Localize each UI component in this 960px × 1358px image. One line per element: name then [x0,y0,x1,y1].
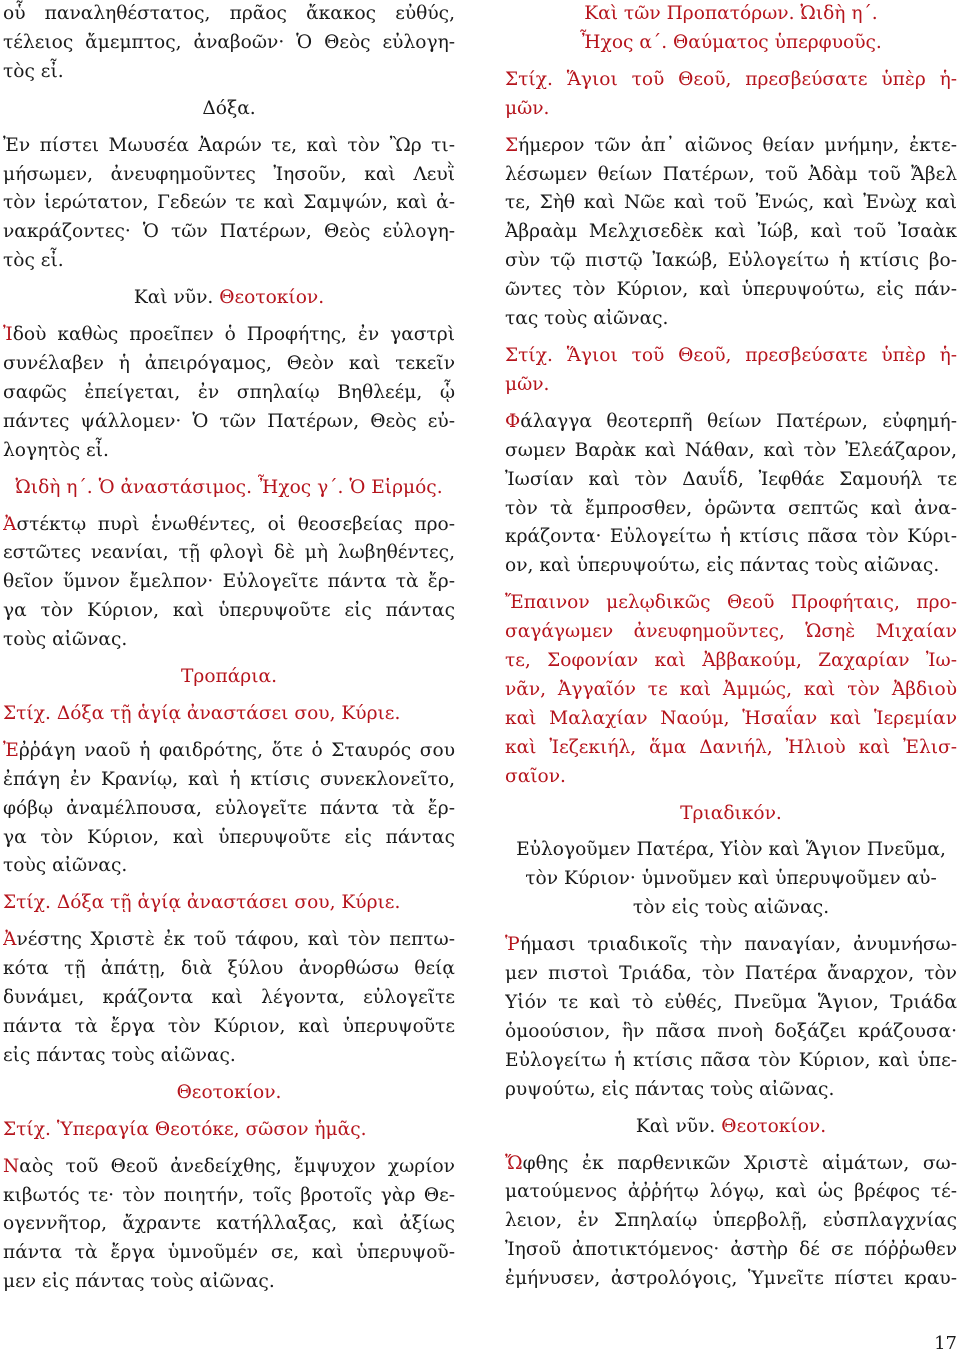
text-line [505,342,957,371]
text-line [505,1150,957,1179]
kai-nyn-label: Καὶ νῦν. [635,1115,722,1137]
paragraph-r5 [505,931,957,1104]
paragraph-r3 [505,589,957,791]
stichos-b [505,342,957,400]
text-line: κράζοντα· Εὐλογείτω ἡ κτίσις πᾶσα τὸν Κύρι- [505,526,957,548]
paragraph-5 [3,737,455,882]
section-heading: Καὶ τῶν Προπατόρων. Ὠιδὴ η´. [584,3,878,24]
text-line: ογεννῆτορ, ἄχραντε κατήλλαξας, καὶ ἀξίως [3,1213,455,1235]
tone-heading: Ἦχος α´. Θαύματος ὑπερφυοῦς. [580,31,882,53]
text-line [505,931,957,960]
stichos-label: Στίχ. [3,702,57,724]
text-line: ματούμενος ἀῤῥήτῳ λόγῳ, καὶ ὡς βρέφος τέ- [505,1181,957,1203]
text-line: τὸν ἱερώτατον, Γεδεών τε καὶ Σαμψών, καὶ ἀ- [3,192,455,214]
ode-heading: Ὠιδὴ η´. Ὁ ἀναστάσιμος. Ἦχος γ´. Ὁ Εἱρμός. [15,476,443,498]
text-line: γα τὸν Κύριον, καὶ ὑπερυψοῦτε εἰς πάντας [3,826,455,848]
drop-initial: Ἰ [3,324,13,346]
text-line: καὶ Ἰεζεκιήλ, ἅμα Δανιήλ, Ἠλιοὺ καὶ Ἐλισ- [505,736,957,758]
stichos-text: Δόξα τῇ ἁγίᾳ ἀναστάσει σου, Κύριε. [56,702,401,724]
text-line: λειον, ἐν Σπηλαίῳ ὑπερβολῇ, εὐσπλαγχνίας [505,1210,957,1232]
text-line: πάντα τὰ ἔργα τὸν Κύριον, καὶ ὑπερυψοῦτε [3,1016,455,1037]
text-line: τὸς εἶ. [3,60,64,82]
text-line: Ἰησοῦ ἀποτικτόμενος· ἀστὴρ δέ σε πόῤῥωθεν [505,1239,957,1261]
paragraph-2 [3,132,455,277]
theotokion-label: Θεοτοκίον. [219,287,325,309]
text-line: ὁμοούσιον, ἣν πᾶσα πνοὴ δοξάζει κράζουσα· [505,1020,957,1042]
text-line: Υἱόν τε καὶ τὸ εὐθές, Πνεῦμα Ἅγιον, Τριάδα [505,992,957,1013]
text-line: τας τοὺς αἰῶνας. [505,308,669,330]
troparia-heading: Τροπάρια. [181,666,277,688]
stichos-label: Στίχ. [3,892,57,914]
text-line: σαῖον. [505,765,566,787]
drop-initial: Ἀ [3,929,17,951]
text-line [3,737,455,766]
text-line [505,132,957,161]
text-line [505,66,957,95]
text-line: ἐμήνυσεν, ἀστρολόγοις, Ὑμνεῖτε πίστει κραυ- [505,1268,957,1290]
theotokion-label: Θεοτοκίον. [721,1115,827,1137]
text-line: λογητὸς εἶ. [3,439,109,461]
text-line: δυνάμει, κράζοντα καὶ λέγοντα, εὐλογεῖτε [3,987,455,1009]
paragraph-7 [3,1153,455,1298]
text-line: τοὺς αἰῶνας. [3,629,128,651]
stichos-text: Ὑπεραγία Θεοτόκε, σῶσον ἡμᾶς. [56,1118,367,1140]
stichos-1 [3,700,455,729]
text-line: ῶντες τὸν Κύριον, καὶ ὑπερυψούτω, εἰς πάν- [505,279,957,301]
stichos-text: Δόξα τῇ ἁγίᾳ ἀναστάσει σου, Κύριε. [56,892,401,914]
text-span: νέστης Χριστὲ ἐκ τοῦ τάφου, καὶ τὸν πεπτω- [16,929,455,951]
stichos-text: Ἅγιοι τοῦ Θεοῦ, πρεσβεύσατε ὑπὲρ ἡ- [566,344,957,366]
text-line [3,511,455,540]
text-line: σωμεν Βαρὰκ καὶ Νάθαν, καὶ τὸν Ἐλεάζαρον, [505,439,957,461]
text-line: κιβωτός τε· τὸν ποιητήν, τοῖς βροτοῖς γὰρ Θε- [3,1184,455,1206]
text-line: τὸς εἶ. [3,250,64,272]
text-line: πάντες ψάλλομεν· Ὁ τῶν Πατέρων, Θεὸς εὐ- [3,410,455,432]
text-line: μεν πιστοὶ Τριάδα, τὸν Πατέρα ἄναρχον, τὸν [505,963,957,985]
text-line: ἐπάγη ἐν Κρανίῳ, καὶ ἡ κτίσις συνεκλονεῖτο, [3,768,455,790]
text-line: σὺν τῷ πιστῷ Ἰακώβ, Εὐλογείτω ἡ κτίσις βο- [505,250,957,272]
theotokion-heading: Θεοτοκίον. [176,1081,282,1103]
text-line [3,321,455,350]
paragraph-r1 [505,132,957,334]
stichos-label: Στίχ. [505,344,567,366]
text-line: μῶν. [505,97,550,119]
stichos-3 [3,1116,455,1145]
text-line: ρυψούτω, εἰς πάντας τοὺς αἰῶνας. [505,1078,835,1100]
paragraph-6 [3,926,455,1071]
text-line: πάντα τὰ ἔργα ὑμνοῦμέν σε, καὶ ὑπερυψοῦ- [3,1242,455,1264]
drop-initial: Ῥ [505,934,520,956]
text-line: εἰς πάντας τοὺς αἰῶνας. [3,1044,236,1066]
text-line: γα τὸν Κύριον, καὶ ὑπερυψοῦτε εἰς πάντας [3,600,455,622]
text-line [505,408,957,437]
text-span: φθης ἐκ παρθενικῶν Χριστὲ αἱμάτων, σω- [522,1152,957,1174]
doxa-heading: Δόξα. [202,97,256,119]
text-line: τοὺς αἰῶνας. [3,855,128,877]
text-line: καὶ Μαλαχίαν Ναούμ, Ἡσαΐαν καὶ Ἱερεμίαν [505,707,957,729]
text-line: οὗ παναληθέστατος, πρᾶος ἄκακος εὐθύς, [3,3,455,24]
paragraph-1 [3,0,455,87]
text-line: συνέλαβεν ἡ ἀπειρόγαμος, Θεὸν καὶ τεκεῖν [3,352,455,374]
stichos-label: Στίχ. [505,68,567,90]
text-line: μῶν. [505,373,550,395]
drop-initial: Φ [505,410,521,432]
text-line: Ἰωσίαν καὶ τὸν Δαυΐδ, Ἰεφθάε Σαμουήλ τε [505,468,957,490]
text-line: μήσωμεν, ἀνευφημοῦντες Ἰησοῦν, καὶ Λευῒ [3,163,455,185]
right-column [505,0,957,1302]
drop-initial: Ἀ [3,513,17,535]
kai-nyn-heading [3,284,455,313]
stichos-a [505,66,957,124]
text-line: τέλειος ἄμεμπτος, ἀναβοῶν· Ὁ Θεὸς εὐλογη- [3,31,455,53]
text-line: τε, Σοφονίαν καὶ Ἀββακούμ, Ζαχαρίαν Ἰω- [505,650,957,672]
text-span: ήμασι τριαδικοῖς τὴν παναγίαν, ἀνυμνήσω- [519,934,957,956]
kai-nyn-heading [505,1113,957,1142]
text-line: φόβῳ ἀναμέλπουσα, εὐλογεῖτε πάντα τὰ ἔρ- [3,797,455,819]
drop-initial: Ἐ [3,739,19,761]
text-line: νᾶν, Ἀγγαῖόν τε καὶ Ἀμμώς, καὶ τὸν Ἀβδιοὺ [505,678,957,700]
text-line: Εὐλογοῦμεν Πατέρα, Υἱὸν καὶ Ἅγιον Πνεῦμα, [516,839,946,861]
text-line: Ἀβραὰμ Μελχισεδὲκ καὶ Ἰώβ, καὶ τοῦ Ἰσαὰκ [505,221,957,243]
text-span: ήμερον τῶν ἀπ᾽ αἰῶνος θείαν μνήμην, ἐκτε- [518,134,957,156]
text-line: τε, Σὴθ καὶ Νῶε καὶ τοῦ Ἐνώς, καὶ Ἐνὼχ καὶ [505,192,957,214]
triadikon-heading: Τριαδικόν. [680,802,782,824]
text-line: λέσωμεν θείων Πατέρων, τοῦ Ἀδὰμ τοῦ Ἄβελ [505,163,957,185]
text-line: τὸν Κύριον· ὑμνοῦμεν καὶ ὑπερυψοῦμεν αὐ- [525,868,937,890]
text-span: ῤῥάγη ναοῦ ἡ φαιδρότης, ὅτε ὁ Σταυρός σου [18,739,455,761]
text-span: άλαγγα θεοτερπῆ θείων Πατέρων, εὐφημή- [520,410,957,432]
paragraph-r4 [505,836,957,923]
drop-initial: Σ [505,134,519,156]
text-line: θεῖον ὕμνον ἔμελπον· Εὐλογεῖτε πάντα τὰ ἔρ- [3,571,455,593]
paragraph-3 [3,321,455,466]
paragraph-r6 [505,1150,957,1295]
left-column [3,0,455,1305]
text-line: νακράζοντες· Ὁ τῶν Πατέρων, Θεὸς εὐλογη- [3,221,455,243]
text-line: εστῶτες νεανίαι, τῇ φλογὶ δὲ μὴ λωβηθέντες, [3,542,455,564]
paragraph-4 [3,511,455,656]
stichos-text: Ἅγιοι τοῦ Θεοῦ, πρεσβεύσατε ὑπὲρ ἡ- [566,68,957,90]
text-span: δοὺ καθὼς προεῖπεν ὁ Προφήτης, ἐν γαστρὶ [12,324,455,346]
page-number: 17 [934,1333,957,1354]
text-line: Εὐλογείτω ἡ κτίσις πᾶσα τὸν Κύριον, καὶ ὑπε- [505,1049,957,1071]
text-line [3,926,455,955]
text-line: σαφῶς ἐπείγεται, ἐν σπηλαίῳ Βηθλεέμ, ᾧ [3,381,455,403]
text-line: μεν εἰς πάντας τοὺς αἰῶνας. [3,1271,275,1293]
drop-initial: Ὤ [505,1152,523,1174]
text-line: Ἐν πίστει Μωυσέα Ἀαρών τε, καὶ τὸν Ὢρ τι- [3,134,455,156]
text-span: αὸς τοῦ Θεοῦ ἀνεδείχθης, ἔμψυχον χωρίον [19,1155,455,1177]
text-line: κότα τῇ ἀπάτῃ, διὰ ξύλου ἀνορθώσω θείᾳ [3,958,455,980]
paragraph-r2 [505,408,957,581]
text-line: σαγάγωμεν ἀνευφημοῦντες, Ὡσηὲ Μιχαίαν [505,621,957,643]
stichos-label: Στίχ. [3,1118,57,1140]
kai-nyn-label: Καὶ νῦν. [133,287,220,309]
text-line [3,1153,455,1182]
drop-initial: Ν [3,1155,20,1177]
stichos-2 [3,889,455,918]
text-line: Ἔπαινον μελῳδικῶς Θεοῦ Προφήταις, προ- [505,592,957,614]
text-line: ον, καὶ ὑπερυψούτω, εἰς πάντας τοὺς αἰῶνας. [505,555,940,577]
text-span: στέκτῳ πυρὶ ἑνωθέντες, οἱ θεοσεβείας προ- [16,513,455,535]
text-line: τὸν εἰς τοὺς αἰῶνας. [632,897,830,919]
text-line: τὸν τὰ ἔμπροσθεν, ὁρῶντα σεπτῶς καὶ ἀνα- [505,497,957,519]
